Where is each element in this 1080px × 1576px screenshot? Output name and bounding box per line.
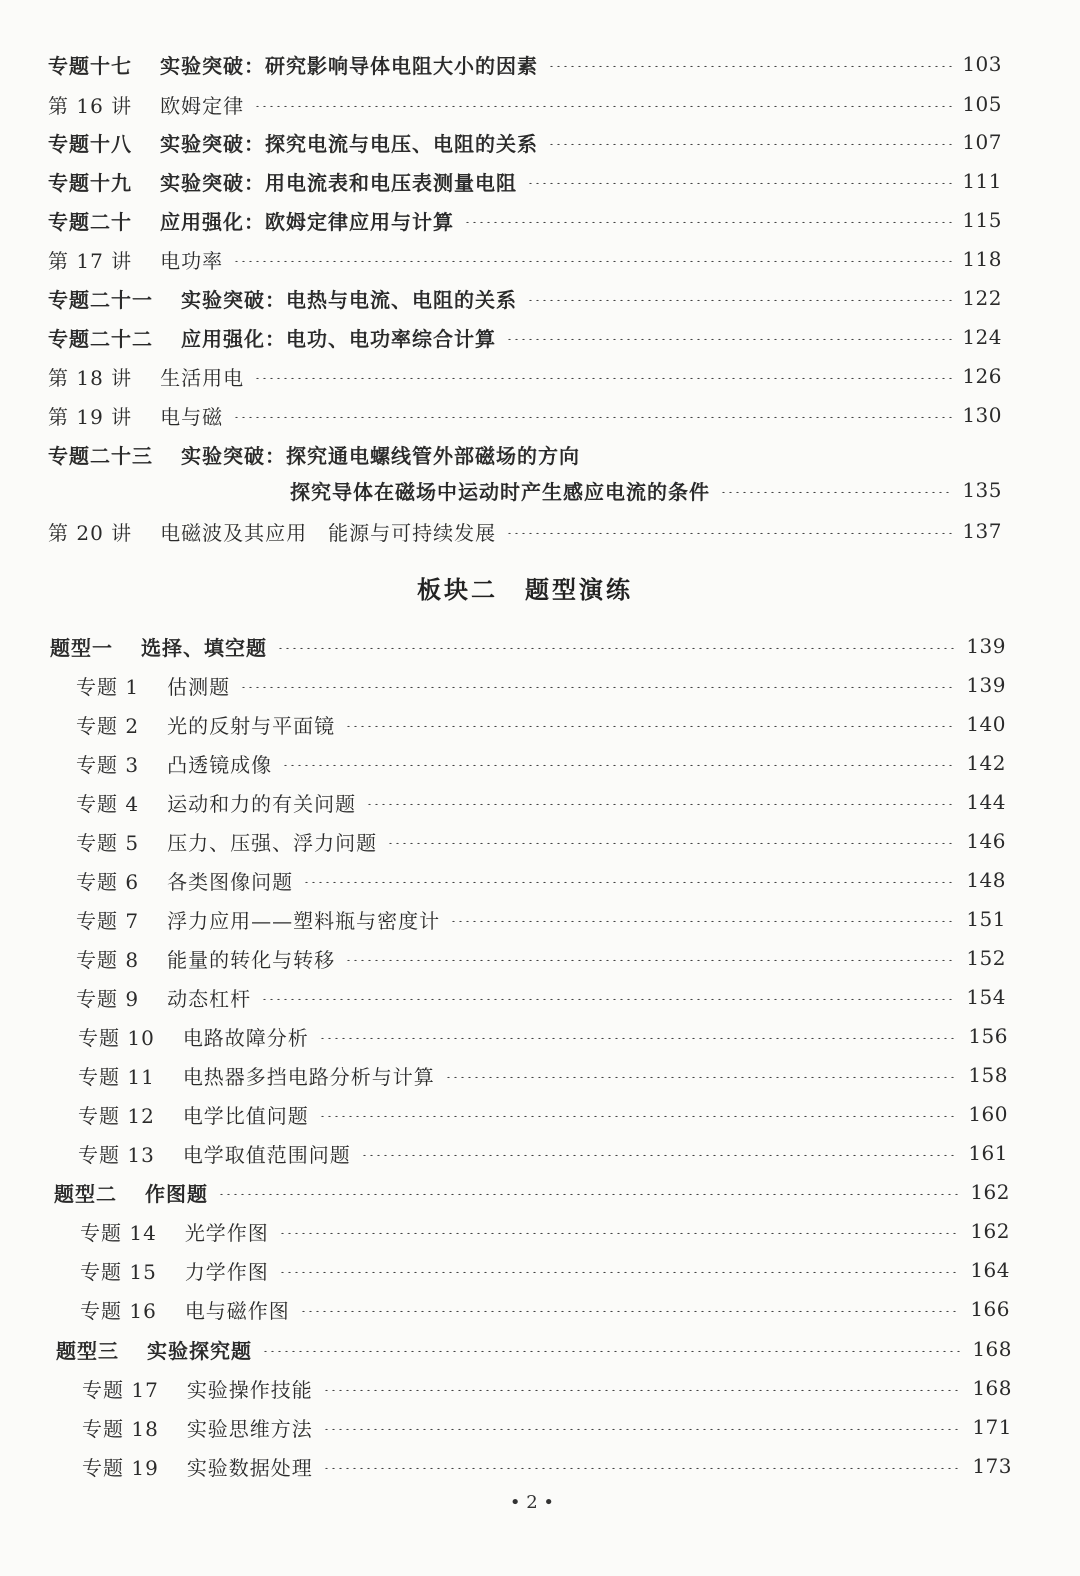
- toc-label: 题型二: [54, 1181, 117, 1206]
- toc-label: 专题 19: [82, 1455, 159, 1480]
- dot-leader: [323, 1389, 963, 1391]
- dot-leader: [527, 299, 952, 301]
- toc-label: 专题 14: [80, 1220, 157, 1245]
- toc-entry: [48, 397, 1002, 433]
- dot-leader: [548, 65, 952, 67]
- toc-page-number: 144: [966, 790, 1006, 814]
- toc-entry: [76, 706, 1006, 742]
- toc-label: 专题 3: [76, 752, 140, 777]
- toc-title: 实验突破：用电流表和电压表测量电阻: [160, 170, 517, 195]
- page-footer-number: • 2 •: [509, 1492, 555, 1513]
- toc-label: 专题二十: [48, 209, 132, 234]
- toc-label: 专题 4: [76, 791, 140, 816]
- toc-title: 作图题: [145, 1181, 208, 1206]
- dot-leader: [387, 842, 956, 844]
- toc-entry: [76, 745, 1006, 781]
- toc-label: 专题 6: [76, 869, 140, 894]
- toc-title: 压力、压强、浮力问题: [167, 830, 378, 855]
- toc-page-number: 154: [966, 985, 1006, 1009]
- toc-page-number: 111: [962, 169, 1002, 193]
- toc-page-number: 139: [966, 673, 1006, 697]
- toc-page-number: 135: [962, 478, 1002, 502]
- toc-label: 第 17 讲: [48, 248, 133, 273]
- dot-leader: [319, 1115, 959, 1117]
- dot-leader: [527, 182, 952, 184]
- dot-leader: [445, 1076, 959, 1078]
- toc-label: 专题 11: [78, 1064, 155, 1089]
- toc-page-number: 124: [962, 325, 1002, 349]
- toc-title: 光学作图: [184, 1220, 269, 1245]
- toc-label: 专题 5: [76, 830, 140, 855]
- toc-title: 电路故障分析: [182, 1025, 309, 1050]
- dot-leader: [450, 920, 956, 922]
- dot-leader: [254, 377, 952, 379]
- toc-page-number: 164: [970, 1258, 1010, 1282]
- toc-page-number: 158: [968, 1063, 1008, 1087]
- toc-entry: [48, 436, 1002, 472]
- toc-entry: [82, 1409, 1012, 1445]
- toc-page-number: 137: [962, 519, 1002, 543]
- toc-title: 实验思维方法: [186, 1416, 313, 1441]
- toc-title: 实验突破：探究通电螺线管外部磁场的方向: [181, 443, 580, 468]
- toc-title: 运动和力的有关问题: [167, 791, 357, 816]
- toc-title: 光的反射与平面镜: [167, 713, 336, 738]
- toc-entry: [82, 1448, 1012, 1484]
- toc-title: 凸透镜成像: [167, 752, 273, 777]
- toc-title: 探究导体在磁场中运动时产生感应电流的条件: [290, 479, 710, 504]
- toc-entry: [50, 628, 1006, 664]
- toc-entry: [56, 1331, 1012, 1367]
- toc-entry: [48, 163, 1002, 199]
- toc-page-number: 162: [970, 1180, 1010, 1204]
- dot-leader: [279, 1232, 961, 1234]
- dot-leader: [323, 1428, 963, 1430]
- toc-entry: [76, 667, 1006, 703]
- toc-page-number: 168: [972, 1376, 1012, 1400]
- toc-page-number: 151: [966, 907, 1006, 931]
- toc-label: 专题 12: [78, 1103, 155, 1128]
- dot-leader: [300, 1310, 961, 1312]
- toc-entry: [82, 1370, 1012, 1406]
- toc-page-number: 103: [962, 52, 1002, 76]
- toc-label: 专题 9: [76, 986, 140, 1011]
- toc-page-number: 139: [966, 634, 1006, 658]
- dot-leader: [319, 1037, 959, 1039]
- toc-label: 第 19 讲: [48, 404, 133, 429]
- dot-leader: [548, 143, 952, 145]
- toc-title: 电与磁: [160, 404, 224, 429]
- toc-page-number: 107: [962, 130, 1002, 154]
- toc-entry: [48, 124, 1002, 160]
- dot-leader: [277, 647, 956, 649]
- toc-page-number: 118: [962, 247, 1002, 271]
- toc-page-number: 142: [966, 751, 1006, 775]
- toc-entry: [76, 979, 1006, 1015]
- section-title: 板块二 题型演练: [417, 576, 633, 604]
- toc-title: 实验探究题: [147, 1338, 252, 1363]
- toc-page-number: 168: [972, 1337, 1012, 1361]
- toc-entry: [76, 940, 1006, 976]
- toc-entry: [76, 862, 1006, 898]
- dot-leader: [254, 105, 952, 107]
- toc-title: 生活用电: [160, 365, 245, 390]
- toc-title: 应用强化：电功、电功率综合计算: [181, 326, 496, 351]
- toc-label: 题型一: [50, 635, 113, 660]
- toc-label: 专题 16: [80, 1298, 157, 1323]
- toc-entry: [78, 1096, 1008, 1132]
- toc-page-number: 161: [968, 1141, 1008, 1165]
- toc-title: 选择、填空题: [141, 635, 267, 660]
- toc-title: 应用强化：欧姆定律应用与计算: [160, 209, 454, 234]
- toc-entry: [48, 241, 1002, 277]
- toc-title: 能量的转化与转移: [167, 947, 336, 972]
- dot-leader: [279, 1271, 961, 1273]
- dot-leader: [233, 416, 952, 418]
- toc-label: 专题十九: [48, 170, 132, 195]
- toc-label: 专题二十二: [48, 326, 153, 351]
- dot-leader: [361, 1154, 959, 1156]
- toc-label: 专题 2: [76, 713, 140, 738]
- toc-page-number: 105: [962, 92, 1002, 116]
- toc-label: 专题 15: [80, 1259, 157, 1284]
- toc-title: 电与磁作图: [184, 1298, 290, 1323]
- toc-page-number: 148: [966, 868, 1006, 892]
- toc-label: 第 20 讲: [48, 520, 133, 545]
- toc-page-number: 152: [966, 946, 1006, 970]
- dot-leader: [345, 725, 956, 727]
- toc-entry-continuation: [290, 472, 1002, 508]
- toc-title: 实验数据处理: [186, 1455, 313, 1480]
- toc-entry: [48, 319, 1002, 355]
- toc-title: 动态杠杆: [167, 986, 252, 1011]
- toc-entry: [80, 1213, 1010, 1249]
- toc-entry: [78, 1018, 1008, 1054]
- toc-entry: [48, 280, 1002, 316]
- toc-title: 浮力应用——塑料瓶与密度计: [167, 908, 441, 933]
- toc-label: 专题 10: [78, 1025, 155, 1050]
- toc-page-number: 115: [962, 208, 1002, 232]
- toc-entry: [78, 1135, 1008, 1171]
- toc-label: 专题 17: [82, 1377, 159, 1402]
- toc-page-number: 166: [970, 1297, 1010, 1321]
- toc-label: 第 16 讲: [48, 93, 133, 118]
- dot-leader: [218, 1193, 960, 1195]
- toc-label: 专题十八: [48, 131, 132, 156]
- toc-label: 专题 7: [76, 908, 140, 933]
- toc-title: 估测题: [167, 674, 231, 699]
- toc-label: 专题 18: [82, 1416, 159, 1441]
- toc-title: 电功率: [160, 248, 224, 273]
- toc-entry: [48, 86, 1002, 122]
- toc-entry: [80, 1252, 1010, 1288]
- toc-entry: [78, 1057, 1008, 1093]
- dot-leader: [345, 959, 956, 961]
- toc-title: 实验操作技能: [186, 1377, 313, 1402]
- toc-label: 专题二十一: [48, 287, 153, 312]
- dot-leader: [282, 764, 956, 766]
- dot-leader: [366, 803, 956, 805]
- toc-page-number: 160: [968, 1102, 1008, 1126]
- toc-entry: [54, 1174, 1010, 1210]
- toc-title: 电磁波及其应用 能源与可持续发展: [160, 520, 497, 545]
- toc-title: 欧姆定律: [160, 93, 245, 118]
- toc-title: 电学比值问题: [182, 1103, 309, 1128]
- toc-title: 实验突破：探究电流与电压、电阻的关系: [160, 131, 538, 156]
- toc-title: 实验突破：电热与电流、电阻的关系: [181, 287, 517, 312]
- toc-page-number: 162: [970, 1219, 1010, 1243]
- dot-leader: [506, 338, 952, 340]
- toc-title: 力学作图: [184, 1259, 269, 1284]
- toc-label: 专题 8: [76, 947, 140, 972]
- toc-page-number: 146: [966, 829, 1006, 853]
- toc-entry: [76, 901, 1006, 937]
- dot-leader: [506, 532, 952, 534]
- dot-leader: [464, 221, 952, 223]
- toc-label: 题型三: [56, 1338, 119, 1363]
- toc-title: 电热器多挡电路分析与计算: [182, 1064, 435, 1089]
- dot-leader: [303, 881, 956, 883]
- toc-title: 各类图像问题: [167, 869, 294, 894]
- toc-entry: [76, 823, 1006, 859]
- toc-page-number: 173: [972, 1454, 1012, 1478]
- toc-label: 专题十七: [48, 53, 132, 78]
- toc-entry: [48, 358, 1002, 394]
- toc-page-number: 122: [962, 286, 1002, 310]
- toc-entry: [48, 46, 1002, 82]
- dot-leader: [720, 491, 952, 493]
- toc-entry: [48, 202, 1002, 238]
- toc-page-number: 126: [962, 364, 1002, 388]
- toc-entry: [76, 784, 1006, 820]
- toc-page-number: 140: [966, 712, 1006, 736]
- toc-page-number: 130: [962, 403, 1002, 427]
- dot-leader: [323, 1467, 963, 1469]
- dot-leader: [261, 998, 956, 1000]
- dot-leader: [233, 260, 952, 262]
- dot-leader: [262, 1350, 962, 1352]
- toc-entry: [48, 513, 1002, 549]
- toc-label: 第 18 讲: [48, 365, 133, 390]
- toc-label: 专题 13: [78, 1142, 155, 1167]
- toc-entry: [80, 1291, 1010, 1327]
- toc-label: 专题二十三: [48, 443, 153, 468]
- toc-label: 专题 1: [76, 674, 140, 699]
- toc-page-number: 156: [968, 1024, 1008, 1048]
- toc-title: 电学取值范围问题: [182, 1142, 351, 1167]
- toc-title: 实验突破：研究影响导体电阻大小的因素: [160, 53, 538, 78]
- dot-leader: [240, 686, 956, 688]
- toc-page-number: 171: [972, 1415, 1012, 1439]
